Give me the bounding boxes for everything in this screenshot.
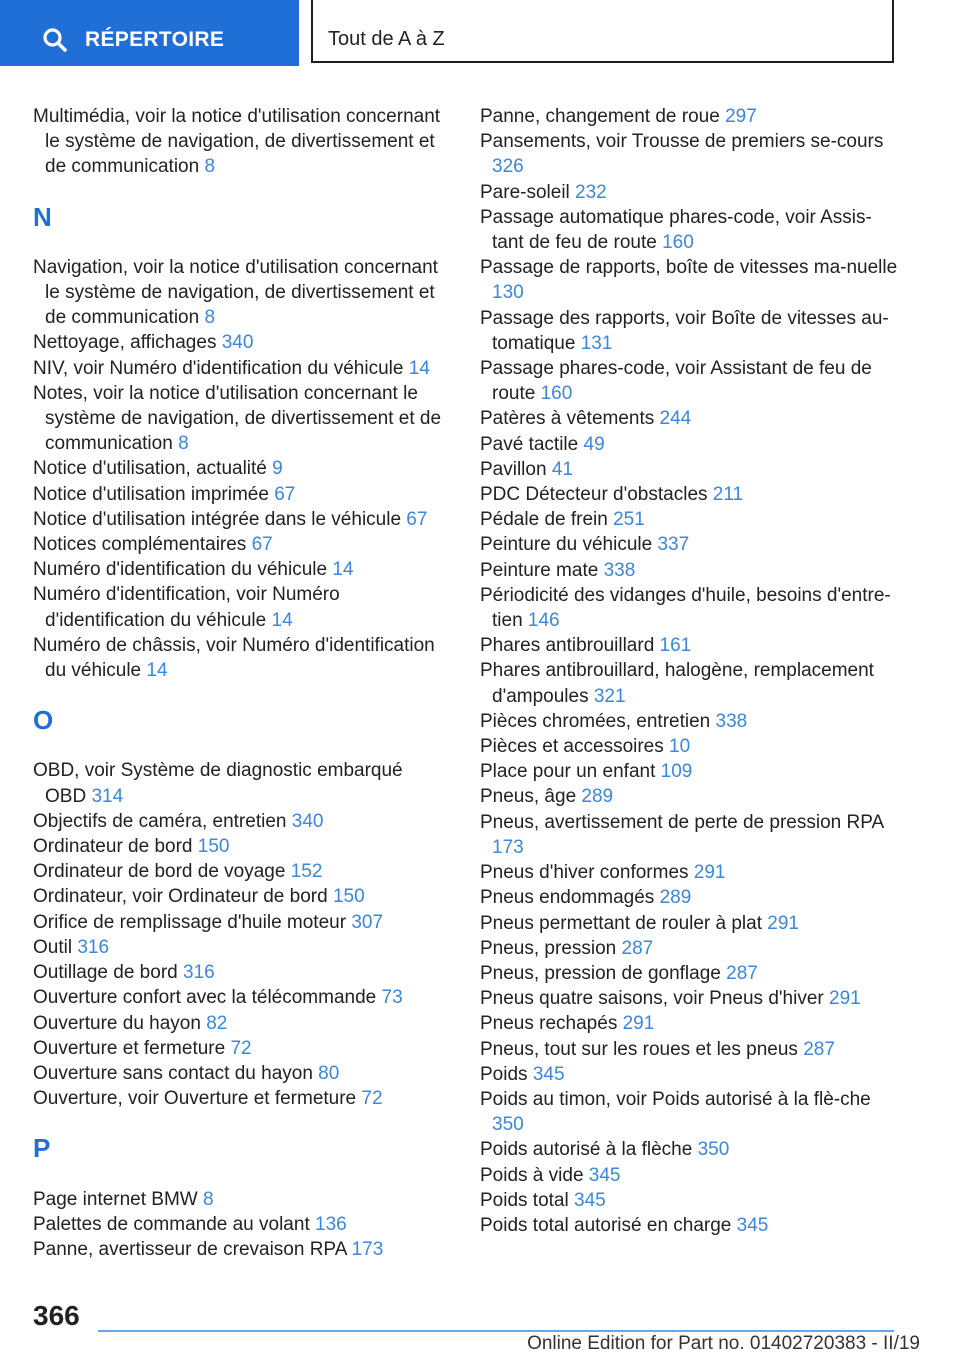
- page-link[interactable]: 8: [178, 433, 189, 455]
- index-entry-text: Pièces et accessoires: [480, 736, 664, 758]
- top-bar: [0, 0, 960, 66]
- page-link[interactable]: 14: [332, 559, 354, 581]
- page-link[interactable]: 160: [540, 383, 573, 405]
- page-link[interactable]: 244: [659, 408, 692, 430]
- index-entry: [33, 1036, 448, 1061]
- index-entry-text: Poids: [480, 1063, 528, 1085]
- page-link[interactable]: 307: [351, 911, 384, 933]
- page-link[interactable]: 14: [408, 357, 430, 379]
- page-link[interactable]: 338: [715, 710, 748, 732]
- index-entry: [480, 658, 900, 708]
- page-link[interactable]: 173: [351, 1238, 384, 1260]
- index-entry-text: Passage de rapports, boîte de vitesses ma‐nuelle: [480, 257, 898, 279]
- index-entry: [33, 381, 448, 457]
- page-link[interactable]: 338: [603, 559, 636, 581]
- index-entry: [480, 558, 900, 583]
- page-link[interactable]: 251: [613, 509, 645, 531]
- index-entry: [480, 507, 900, 532]
- page-link[interactable]: 8: [203, 1188, 214, 1210]
- page-link[interactable]: 72: [230, 1037, 252, 1059]
- index-entry-text: Pneus, avertissement de perte de pression RPA: [480, 811, 884, 833]
- page-link[interactable]: 287: [726, 962, 758, 984]
- index-entry: [480, 885, 900, 910]
- index-entry-text: Poids à vide: [480, 1164, 584, 1186]
- index-entry-text: Ouverture et fermeture: [33, 1037, 226, 1059]
- index-entry: [33, 507, 448, 532]
- index-entry-text: Ouverture du hayon: [33, 1012, 201, 1034]
- directory-tab[interactable]: [0, 0, 299, 66]
- page-link[interactable]: 289: [659, 887, 692, 909]
- index-entry: [480, 633, 900, 658]
- index-entry: [33, 104, 448, 180]
- index-entry-text: Pneus d'hiver conformes: [480, 862, 689, 884]
- index-entry: [480, 255, 900, 305]
- index-entry: [480, 129, 900, 179]
- page-link[interactable]: 287: [803, 1038, 835, 1060]
- page-link[interactable]: 291: [693, 862, 726, 884]
- index-entry-text: Poids total: [480, 1189, 569, 1211]
- index-entry-text: Navigation, voir la notice d'utilisation concernant le système de navigation, de divertissement et de communication: [33, 256, 438, 329]
- index-entry-text: Pare-soleil: [480, 181, 570, 203]
- index-entry-text: Poids au timon, voir Poids autorisé à la flè‐che: [480, 1088, 871, 1110]
- index-entry-text: Pneus, pression de gonflage: [480, 962, 721, 984]
- index-entry: [33, 356, 448, 381]
- index-entry: [480, 356, 900, 406]
- page-link[interactable]: 350: [697, 1139, 730, 1161]
- index-entry: [33, 1212, 448, 1237]
- page-link[interactable]: 9: [272, 458, 283, 480]
- index-entry-text: Passage des rapports, voir Boîte de vitesses au‐tomatique: [480, 307, 889, 354]
- index-entry: [480, 961, 900, 986]
- index-entry-text: Numéro d'identification, voir Numéro d'identification du véhicule: [33, 584, 340, 631]
- index-entry: [480, 180, 900, 205]
- index-entry: [33, 758, 448, 808]
- page-link[interactable]: 161: [659, 635, 692, 657]
- index-entry: [480, 1087, 900, 1137]
- index-entry-text: Phares antibrouillard, halogène, remplacement d'ampoules: [480, 660, 874, 707]
- index-entry-text: Panne, changement de roue: [480, 106, 720, 127]
- index-entry-text: Pneus endommagés: [480, 887, 655, 909]
- index-entry-text: Pneus quatre saisons, voir Pneus d'hiver: [480, 988, 824, 1010]
- index-entry: [33, 255, 448, 331]
- index-entry: [33, 960, 448, 985]
- index-entry: [480, 1037, 900, 1062]
- index-entry-text: Patères à vêtements: [480, 408, 655, 430]
- index-entry: [480, 104, 900, 129]
- page-link[interactable]: 232: [575, 181, 607, 203]
- index-entry-text: Passage automatique phares-code, voir Assis‐tant de feu de route: [480, 206, 872, 254]
- index-letter-heading: N: [33, 201, 52, 232]
- page-link[interactable]: 289: [581, 786, 614, 808]
- index-entry-text: Pavé tactile: [480, 433, 579, 455]
- index-entry: [480, 860, 900, 885]
- page-link[interactable]: 73: [381, 987, 403, 1009]
- index-entry: [33, 809, 448, 834]
- page-link[interactable]: 14: [271, 609, 293, 631]
- page-link[interactable]: 67: [251, 534, 273, 556]
- page-link[interactable]: 291: [829, 988, 861, 1010]
- index-entry-text: Pneus, pression: [480, 937, 617, 959]
- page-link[interactable]: 67: [274, 483, 296, 505]
- index-entry: [480, 1062, 900, 1087]
- index-entry-text: Notices complémentaires: [33, 534, 247, 556]
- index-entry-text: NIV, voir Numéro d'identification du véhicule: [33, 357, 404, 379]
- page-link[interactable]: 152: [290, 861, 323, 883]
- page-link[interactable]: 130: [492, 282, 524, 304]
- index-entry-text: Ordinateur de bord: [33, 836, 193, 858]
- page-link[interactable]: 350: [492, 1114, 524, 1136]
- breadcrumb: [311, 0, 894, 63]
- index-entry: [480, 1163, 900, 1188]
- page-link[interactable]: 72: [361, 1088, 383, 1110]
- directory-label: RÉPERTOIRE: [85, 28, 225, 51]
- page-link[interactable]: 345: [736, 1214, 769, 1236]
- index-entry-text: Périodicité des vidanges d'huile, besoins d'entre‐tien: [480, 584, 891, 632]
- index-entry-text: OBD, voir Système de diagnostic embarqué OBD: [33, 760, 403, 807]
- index-entry-text: Notice d'utilisation intégrée dans le véhicule: [33, 508, 402, 530]
- index-entry-text: Nettoyage, affichages: [33, 332, 217, 354]
- index-entry: [33, 633, 448, 683]
- index-entry: [33, 330, 448, 355]
- index-entry: [33, 456, 448, 481]
- page-link[interactable]: 136: [315, 1213, 347, 1235]
- page-link[interactable]: 211: [712, 484, 744, 506]
- index-entry-text: Pansements, voir Trousse de premiers se‐cours: [480, 131, 884, 153]
- index-entry: [33, 1061, 448, 1086]
- page-link[interactable]: 14: [146, 660, 168, 682]
- page-link[interactable]: 109: [660, 761, 693, 783]
- index-entry-text: Pneus permettant de rouler à plat: [480, 912, 763, 934]
- index-entry-text: Phares antibrouillard: [480, 635, 655, 657]
- index-entry: [33, 935, 448, 960]
- index-entry-text: Pneus rechapés: [480, 1013, 618, 1035]
- index-entry: [480, 1137, 900, 1162]
- index-letter-heading: O: [33, 705, 54, 736]
- page-link[interactable]: 49: [583, 433, 605, 455]
- index-letter-heading: P: [33, 1133, 51, 1164]
- page-link[interactable]: 8: [204, 156, 216, 178]
- index-entry: [480, 734, 900, 759]
- index-entry: [33, 1011, 448, 1036]
- index-entry: [480, 1213, 900, 1238]
- index-entry-text: Poids autorisé à la flèche: [480, 1139, 693, 1161]
- index-entry: [480, 1188, 900, 1213]
- index-entry: [480, 306, 900, 356]
- index-entry: [480, 936, 900, 961]
- index-entry-text: Pneus, tout sur les roues et les pneus: [480, 1038, 798, 1060]
- index-entry: [33, 557, 448, 582]
- index-column-right: [480, 104, 900, 1238]
- index-entry: [480, 205, 900, 255]
- page-link[interactable]: 345: [574, 1189, 606, 1211]
- breadcrumb-label: Tout de A à Z: [328, 28, 445, 50]
- page-link[interactable]: 345: [588, 1164, 621, 1186]
- page-link[interactable]: 82: [206, 1012, 228, 1034]
- index-entry: [33, 985, 448, 1010]
- page-link[interactable]: 291: [767, 912, 799, 934]
- page-link[interactable]: 316: [77, 936, 110, 958]
- index-entry: [33, 1237, 448, 1262]
- page-link[interactable]: 314: [91, 785, 124, 807]
- index-entry-text: Numéro de châssis, voir Numéro d'identification du véhicule: [33, 634, 435, 682]
- index-entry: [33, 859, 448, 884]
- index-entry: [480, 810, 900, 860]
- index-entry-text: Poids total autorisé en charge: [480, 1214, 732, 1236]
- index-entry-text: Outil: [33, 936, 73, 958]
- search-icon: [42, 27, 68, 53]
- index-entry-text: Page internet BMW: [33, 1188, 198, 1210]
- page-link[interactable]: 10: [669, 736, 691, 758]
- page-link[interactable]: 173: [492, 836, 524, 858]
- index-entry: [480, 482, 900, 507]
- page-link[interactable]: 150: [332, 886, 365, 908]
- page-link[interactable]: 41: [551, 458, 573, 480]
- page-link[interactable]: 316: [183, 962, 215, 984]
- index-entry: [480, 784, 900, 809]
- index-entry-text: Pédale de frein: [480, 509, 608, 531]
- index-entry: [33, 532, 448, 557]
- index-entry: [480, 583, 900, 633]
- index-entry-text: Pavillon: [480, 458, 547, 480]
- index-entry-text: Ordinateur, voir Ordinateur de bord: [33, 886, 328, 908]
- index-entry-text: Place pour un enfant: [480, 761, 656, 783]
- page-link[interactable]: 297: [725, 106, 757, 127]
- index-entry-text: Palettes de commande au volant: [33, 1213, 310, 1235]
- index-entry: [480, 1011, 900, 1036]
- index-entry: [480, 406, 900, 431]
- page-link[interactable]: 337: [657, 534, 690, 556]
- page-link[interactable]: 131: [580, 332, 613, 354]
- page-link[interactable]: 291: [622, 1013, 655, 1035]
- index-entry-text: Outillage de bord: [33, 962, 178, 984]
- page-number: 366: [33, 1300, 80, 1331]
- index-entry-text: Panne, avertisseur de crevaison RPA: [33, 1238, 347, 1260]
- index-entry: [33, 910, 448, 935]
- index-entry-text: Pneus, âge: [480, 786, 577, 808]
- page-link[interactable]: 340: [221, 332, 254, 354]
- index-entry-text: Orifice de remplissage d'huile moteur: [33, 911, 347, 933]
- index-entry: [33, 1187, 448, 1212]
- page-link[interactable]: 340: [291, 810, 324, 832]
- index-column-left: [33, 104, 448, 1262]
- footer-edition: Online Edition for Part no. 01402720383 - II/19: [527, 1333, 920, 1354]
- index-entry-text: PDC Détecteur d'obstacles: [480, 484, 708, 506]
- index-entry: [33, 1086, 448, 1111]
- page-link[interactable]: 8: [204, 307, 216, 329]
- page-link[interactable]: 321: [593, 685, 626, 707]
- index-entry-text: Peinture mate: [480, 559, 599, 581]
- index-entry: [33, 582, 448, 632]
- index-entry: [480, 911, 900, 936]
- index-entry-text: Notes, voir la notice d'utilisation concernant le système de navigation, de divertissement et de communication: [33, 382, 442, 455]
- index-entry-text: Pièces chromées, entretien: [480, 710, 711, 732]
- index-entry-text: Ouverture sans contact du hayon: [33, 1062, 313, 1084]
- index-entry-text: Notice d'utilisation imprimée: [33, 483, 269, 505]
- index-entry: [480, 986, 900, 1011]
- index-entry-text: Objectifs de caméra, entretien: [33, 810, 287, 832]
- index-entry-text: Ordinateur de bord de voyage: [33, 861, 286, 883]
- index-entry: [480, 709, 900, 734]
- footer-divider: [98, 1330, 894, 1332]
- index-entry-text: Passage phares-code, voir Assistant de feu de route: [480, 358, 872, 405]
- page-link[interactable]: 160: [662, 232, 694, 254]
- index-entry-text: Ouverture, voir Ouverture et fermeture: [33, 1088, 357, 1110]
- page-link[interactable]: 345: [532, 1063, 565, 1085]
- index-entry-text: Ouverture confort avec la télécommande: [33, 987, 377, 1009]
- index-entry: [33, 834, 448, 859]
- page-link[interactable]: 146: [527, 610, 560, 632]
- index-entry-text: Peinture du véhicule: [480, 534, 653, 556]
- index-entry: [480, 457, 900, 482]
- index-entry: [480, 532, 900, 557]
- index-entry: [33, 884, 448, 909]
- page-link[interactable]: 67: [406, 508, 428, 530]
- page-link[interactable]: 287: [621, 937, 654, 959]
- index-entry: [480, 432, 900, 457]
- index-entry-text: Multimédia, voir la notice d'utilisation concernant le système de navigation, de divertissement et de communication: [33, 106, 441, 178]
- index-entry-text: Numéro d'identification du véhicule: [33, 559, 328, 581]
- page-link[interactable]: 80: [318, 1062, 340, 1084]
- index-entry: [33, 482, 448, 507]
- index-entry-text: Notice d'utilisation, actualité: [33, 458, 267, 480]
- page-link[interactable]: 326: [492, 156, 524, 178]
- index-entry: [480, 759, 900, 784]
- page-link[interactable]: 150: [197, 836, 230, 858]
